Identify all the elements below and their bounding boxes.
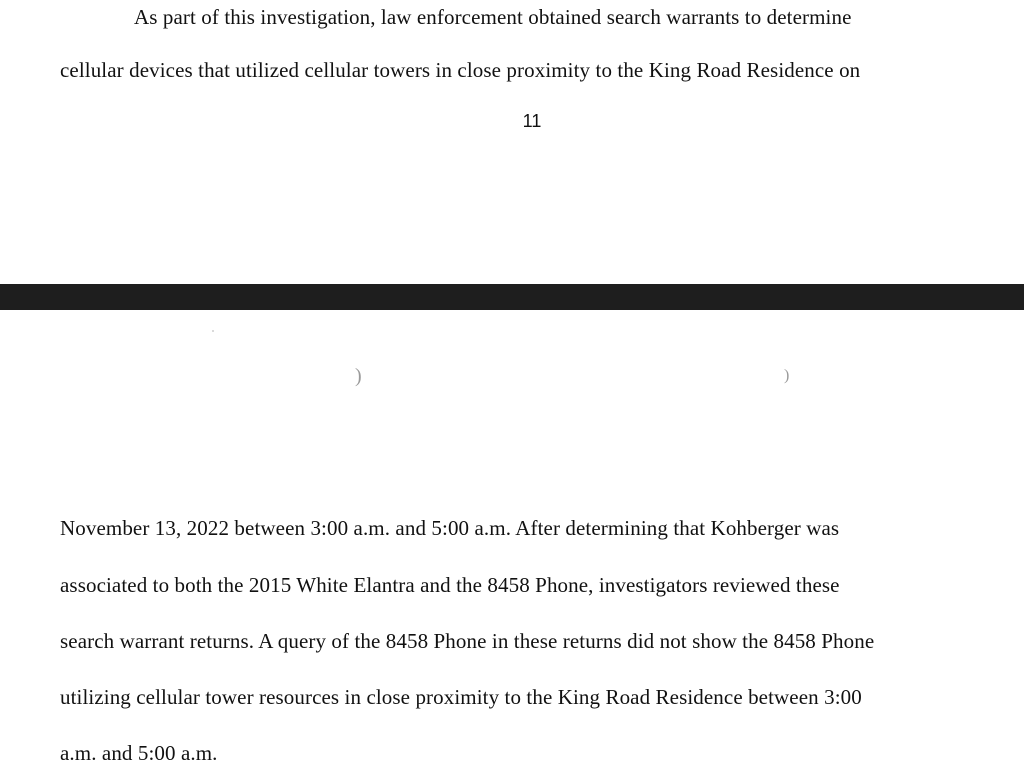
page-break-bar <box>0 284 1024 310</box>
page-number: 11 <box>522 111 542 131</box>
scan-mark-right: ) <box>784 367 790 384</box>
paragraph-line-7: a.m. and 5:00 a.m. <box>60 741 218 765</box>
paragraph-line-1: As part of this investigation, law enforcement obtained search warrants to determine <box>134 5 852 29</box>
paragraph-line-4: associated to both the 2015 White Elantra and the 8458 Phone, investigators reviewed these <box>60 573 840 597</box>
paragraph-line-3: November 13, 2022 between 3:00 a.m. and 5:00 a.m. After determining that Kohberger was <box>60 516 840 540</box>
paragraph-line-5: search warrant returns. A query of the 8458 Phone in these returns did not show the 8458 Phone <box>60 629 875 653</box>
page-bottom-section <box>0 310 1024 773</box>
paragraph-line-6: utilizing cellular tower resources in close proximity to the King Road Residence between 3:00 <box>60 685 862 709</box>
scan-mark-left: ) <box>355 365 362 387</box>
scan-speck <box>212 330 214 332</box>
page-top-section <box>0 0 1024 284</box>
paragraph-line-2: cellular devices that utilized cellular towers in close proximity to the King Road Residence on <box>60 58 861 82</box>
